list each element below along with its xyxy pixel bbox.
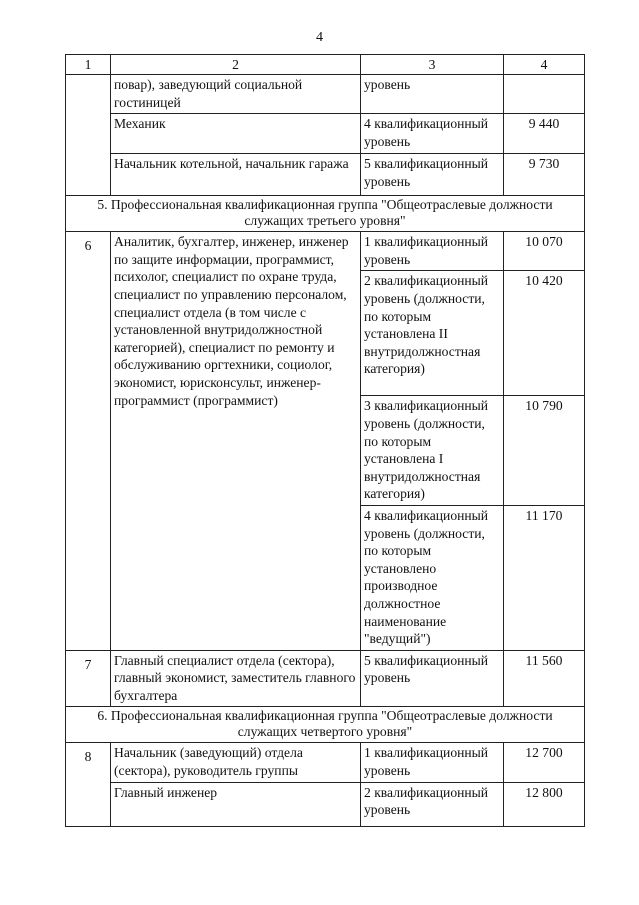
row-number-cell: 7 bbox=[66, 650, 111, 707]
position-cell: Начальник котельной, начальник гаража bbox=[111, 154, 361, 196]
level-cell: 5 квалификационный уровень bbox=[361, 154, 504, 196]
section-title: 6. Профессиональная квалификационная группа "Общеотраслевые должности служащих четвертого уровня" bbox=[66, 707, 585, 743]
level-cell: 5 квалификационный уровень bbox=[361, 650, 504, 707]
header-cell: 2 bbox=[111, 55, 361, 75]
header-cell: 3 bbox=[361, 55, 504, 75]
level-cell: 1 квалификационный уровень bbox=[361, 232, 504, 271]
table-row bbox=[66, 114, 585, 154]
position-cell: повар), заведующий социальной гостиницей bbox=[111, 75, 361, 114]
level-cell: уровень bbox=[361, 75, 504, 114]
row-number-cell: 6 bbox=[66, 232, 111, 651]
row-number-cell bbox=[66, 75, 111, 196]
level-cell: 1 квалификационный уровень bbox=[361, 743, 504, 782]
salary-cell: 11 560 bbox=[504, 650, 585, 707]
salary-cell bbox=[504, 75, 585, 114]
salary-cell: 12 800 bbox=[504, 782, 585, 826]
level-cell: 2 квалификационный уровень (должности, по которым установлена II внутридолжностная категория) bbox=[361, 271, 504, 396]
section-title: 5. Профессиональная квалификационная группа "Общеотраслевые должности служащих третьего уровня" bbox=[66, 196, 585, 232]
position-cell: Аналитик, бухгалтер, инженер, инженер по защите информации, программист, психолог, специалист по охране труда, специалист по управлению персоналом, специалист отдела (в том числе с установленной внутридолжностной категорией), специалист по ремонту и обслуживанию оргтехники, социолог, экономист, юрисконсульт, инженер-программист (программист) bbox=[111, 232, 361, 651]
table-row bbox=[66, 232, 585, 271]
table-row bbox=[66, 650, 585, 707]
salary-cell: 10 790 bbox=[504, 396, 585, 506]
table-header-row bbox=[66, 55, 585, 75]
level-cell: 4 квалификационный уровень (должности, по которым установлено производное должностное наименование "ведущий") bbox=[361, 505, 504, 650]
section-row bbox=[66, 196, 585, 232]
section-row bbox=[66, 707, 585, 743]
header-cell: 4 bbox=[504, 55, 585, 75]
table-row bbox=[66, 743, 585, 782]
salary-table bbox=[65, 54, 585, 827]
level-cell: 2 квалификационный уровень bbox=[361, 782, 504, 826]
table-row bbox=[66, 154, 585, 196]
level-cell: 4 квалификационный уровень bbox=[361, 114, 504, 154]
table-row bbox=[66, 75, 585, 114]
level-cell: 3 квалификационный уровень (должности, по которым установлена I внутридолжностная категория) bbox=[361, 396, 504, 506]
salary-cell: 9 730 bbox=[504, 154, 585, 196]
salary-cell: 9 440 bbox=[504, 114, 585, 154]
salary-cell: 12 700 bbox=[504, 743, 585, 782]
header-cell: 1 bbox=[66, 55, 111, 75]
salary-cell: 10 070 bbox=[504, 232, 585, 271]
table-row bbox=[66, 782, 585, 826]
position-cell: Начальник (заведующий) отдела (сектора), руководитель группы bbox=[111, 743, 361, 782]
salary-cell: 11 170 bbox=[504, 505, 585, 650]
position-cell: Механик bbox=[111, 114, 361, 154]
salary-cell: 10 420 bbox=[504, 271, 585, 396]
position-cell: Главный инженер bbox=[111, 782, 361, 826]
position-cell: Главный специалист отдела (сектора), главный экономист, заместитель главного бухгалтера bbox=[111, 650, 361, 707]
row-number-cell: 8 bbox=[66, 743, 111, 826]
page-number: 4 bbox=[316, 30, 323, 45]
